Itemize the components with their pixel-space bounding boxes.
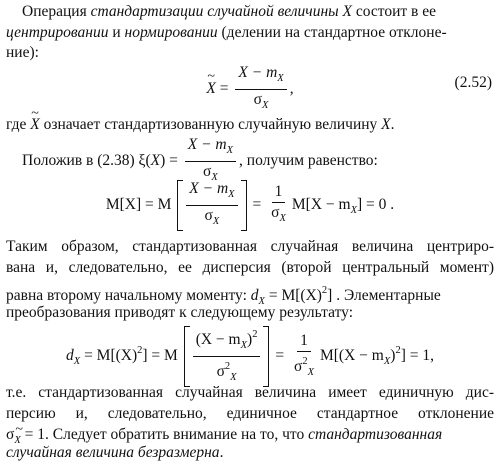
equation-number: (2.52) — [454, 74, 492, 91]
para1-line2: центрировании и нормировании (делении на стандартное отклоне- — [6, 24, 447, 41]
para2: где ~ X означает стандартизованную случайную величину X. — [6, 115, 494, 135]
equation-expectation: M[X] = M $\frac{X - m_X}{\sigma_X}$ = $\frac{1}{\sigma_X}$ $M[X - m_X] = 0$ . — [0, 180, 500, 231]
para5-line3: σ~ X = 1. Следует обратить внимание на то, что стандартизованная — [6, 425, 494, 451]
para4-line4: преобразования приводят к следующему результату: — [6, 304, 354, 321]
para3: Положив в (2.38) ξ(X) = $\frac{X - m_X}{\sigma_X}$ , получим равенство: — [22, 136, 494, 187]
para1-line1: Операция стандартизации случайной величины X состоит в ее — [22, 3, 436, 20]
para5-line2: персию и, следовательно, единичное стандартное отклонение — [6, 405, 494, 422]
para4-line2: вана и, следовательно, ее дисперсия (второй центральный момент) — [6, 259, 494, 276]
para5-line1: т.е. стандартизованная случайная величина имеет единичную дис- — [6, 384, 494, 401]
para1-line3: ние): — [6, 44, 39, 61]
fraction: $\frac{X - m_X}{\sigma_X}$ — [235, 64, 286, 115]
square-bracket: $\frac{X - m_X}{\sigma_X}$ — [177, 180, 246, 231]
square-bracket: $\frac{(X - m_X)^2}{\sigma^2_X}$ — [184, 326, 270, 387]
para5-line4: случайная величина безразмерна. — [6, 444, 224, 461]
para4-line3: равна второму начальному моменту: $d_X = M[(X)^2]$ . Элементарные — [6, 285, 441, 307]
equation-2-52: ~ X = $\frac{X - m_X}{\sigma_X}$ , — [0, 64, 500, 115]
fraction: $\frac{X - m_X}{\sigma_X}$ — [185, 136, 236, 187]
equation-variance: $d_X = M[(X)^2] = M$ $\frac{(X - m_X)^2}{\sigma^2_X}$ = $\frac{1}{\sigma^2_X}$ $M[(X - m_X)^2] = 1$, — [0, 326, 500, 387]
para4-line1: Таким образом, стандартизованная случайная величина центриро- — [6, 238, 494, 255]
